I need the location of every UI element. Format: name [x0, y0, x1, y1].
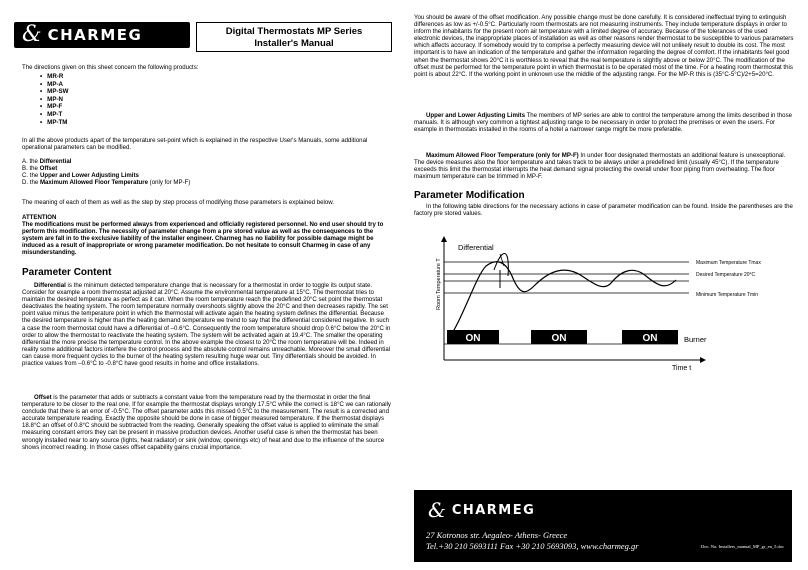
intro-paragraph: In all the above products apart of the temperature set-point which is explained in the respective User's Manuals, some additional operational parameters can be modified. [22, 137, 368, 152]
modification-paragraph: In the following table directions for the necessary actions in case of parameter modification can be found. Inside the parentheses are the factory pre stored values. [414, 203, 793, 218]
y-axis-label: Room Temperature T [436, 258, 442, 310]
floor-paragraph: Maximum Allowed Floor Temperature (only for MP-F) In under floor designated thermostats an additional feature is unexceptional. The device measures also the floor temperature and takes track to be always under a predefined limit (usually 45°C). If the temperature exceeds this limit the thermostat interrupts the heat demand signal protecting the overall under floor piping from overheating. The floor maximum temperature can be trimmed in MP-F. [414, 152, 786, 181]
product-item: • MP-TM [40, 119, 68, 127]
differential-paragraph: Differential is the minimum detected temperature change that is necessary for a thermostat in order to toggle its output state. Consider for example a room thermostat adjusted at 20°C. Assume the environmental temperature at 15°C. The thermostat tries to maintain the desired temperature as perfect as it can. When the room temperature reach the predefined 20°C set point the thermostat deactivates the heating system. The room temperature normally overshoots slightly above the 20°C and then decreases rapidly. The set point value minus the temperature point in which the thermostat will activate again the heating system defines the differential. Because the desired temperature is higher than the heating demand temperature we trend to say that the differential considered negative. In such a case the room thermostat could have a differential of –0.6°C. Consequently the room temperature should drop 0.6°C below the 20°C in order to allow the thermostat to reactivate the heating system. The system will be activated again at 19.4°C. The smaller the operating differential the more precise the temperature control. In the above example the closest to 20°C the room temperature will be. Indeed in reality some additional factors interfere the control process and the absolute control remains unreachable. Moreover the small differential can cause more frequent cycles to the burner of the heating system resulting huge wear out. Tiny differentials should be avoided. In practice values from –0.6°C to -0.8°C have good results in home and office installations. [22, 282, 391, 368]
x-axis-arrow [700, 357, 706, 363]
logo-word: CHARMEG [47, 26, 143, 44]
product-item: • MP-A [40, 81, 68, 89]
intro-text: The directions given on this sheet concern the following products: [22, 64, 199, 71]
y-axis-arrow [441, 236, 447, 242]
document-title-box [196, 22, 392, 52]
parameter-list [22, 158, 394, 186]
product-item: • MP-N [40, 96, 68, 104]
document-header [12, 20, 394, 56]
differential-diagram [414, 236, 804, 376]
document-title: Digital Thermostats MP Series [225, 26, 363, 37]
differential-diagram-svg [414, 236, 804, 376]
contact-line: Tel.+30 210 5693111 Fax +30 210 5693093, www.charmeg.gr [426, 540, 639, 551]
desired-label: Desired Temperature 20°C [696, 272, 756, 278]
offset-note-paragraph: You should be aware of the offset modification. Any possible change must be done carefully. It is considered ineffectual trying to extinguish differences as low as +/-0.5°C. Particularly room thermostats are not measuring instruments. They include temperature displays in order to inform the inhabitants for the present room air temperature with a limited degree of accuracy. Because of the tolerances of the used electronic devices, the inappropriate places of installation as well as other reasons render thermostat to be susceptible to various parameters which affects accuracy. If somebody would try to comprise a perfectly measuring device will not unlikely result to double its cost. The most important is to have an indication of the temperature and gather the information regarding the degree of comfort. If the inhabitants feel good when the thermostat shows 20°C it is worthless to reveal that the real temperature is slightly above or below 20°C. The modification of the offset must be performed for the temperature point in which thermostat is to be operated most of the time. For a heating room thermostat this point is about 22°C. If the working point in unknown use the middle of the adjusting range. For the MP-R this is (35°C-5°C)/2+5=20°C. [414, 14, 794, 78]
burner-label: Burner [684, 335, 707, 344]
logo-mark: & [22, 22, 42, 47]
meaning-paragraph: The meaning of each of them as well as the step by step process of modifying those parameters is explained below. [22, 199, 334, 206]
param-item-a: A. the Differential [22, 158, 72, 165]
address-line: 27 Kotronos str. Aegaleo- Athens- Greece [426, 530, 568, 540]
footer-logo-word: CHARMEG [451, 502, 536, 518]
tmin-label: Minimum Temperature Tmin [696, 292, 759, 298]
attention-block [22, 214, 394, 257]
tmax-label: Maximum Temperature Tmax [696, 260, 761, 266]
document-subtitle: Installer's Manual [254, 38, 334, 49]
product-item: • MP-T [40, 111, 68, 119]
product-item: • MP-F [40, 103, 68, 111]
burner-on-label-3: ON [642, 333, 658, 344]
parameter-modification-heading: Parameter Modification [414, 190, 525, 201]
company-footer [414, 490, 792, 562]
temperature-curve [448, 262, 676, 340]
footer-logo [428, 498, 535, 522]
x-axis-label: Time t [672, 365, 692, 372]
limits-paragraph: Upper and Lower Adjusting Limits The members of MP series are able to control the temperature among the limits described in those manuals. It is although very common a tightest adjusting range to be necessary in order to protect the premises or even the users. For example in thermostats installed in the rooms of a hotel a narrower range might be more preferable. [414, 112, 792, 134]
product-item: • MP-SW [40, 88, 68, 96]
company-address [426, 530, 639, 551]
attention-text: The modifications must be performed always from experienced and officially registered personnel. No end user should try to perform this modification. The necessity of parameter change from a pre stored value as well as the consequences to the system are fall in to the exclusive liability of the installer engineer. Charmeg has no liability for possible damage might be induced as a result of inappropriate or wrong parameter modification. Do not hesitate to consult Charmeg in case of any misunderstanding. [22, 221, 384, 257]
charmeg-logo [14, 22, 190, 48]
param-item-d: D. the Maximum Allowed Floor Temperature (only for MP-F) [22, 179, 191, 187]
burner-on-label-2: ON [551, 333, 567, 344]
footer-logo-mark: & [428, 498, 446, 522]
attention-title: ATTENTION [22, 214, 57, 221]
product-list [40, 73, 68, 126]
param-item-c: C. the Upper and Lower Adjusting Limits [22, 172, 139, 180]
product-item: • MR-R [40, 73, 68, 81]
burner-on-label-1: ON [465, 333, 481, 344]
offset-paragraph: Offset is the parameter that adds or subtracts a constant value from the temperature read by the thermostat in order the final temperature to be closer to the real one. If for example the thermostat displays wrongly 17.5°C while the correct is 18°C we can rationally conclude that there is an error of -0.5°C. The offset parameter adds this missed 0.5°C to the measurement. The result is a corrected and accurate temperature reading. Exactly the opposite should be done in case of bigger measured temperature. If the thermostat displays 18.8°C an offset of 0.8°C should be subtracted from the reading. Generally speaking the offset value is applied to eliminate the small measuring constant errors they can be present in massive production devices. Another useful case is when the thermostat has been wrongly installed near to any source (lights, heat radiator) or sink (window, openings etc) of heat and due to the influence of the source shows incorrect reading. In those cases offset capability gains crucial importance. [22, 394, 391, 451]
parameter-content-heading: Parameter Content [22, 267, 112, 278]
differential-label: Differential [458, 243, 494, 252]
param-item-b: B. the Offset [22, 165, 58, 173]
document-number: Doc. No: Installers_manual_MP_gr_en_5.doc [701, 544, 784, 549]
